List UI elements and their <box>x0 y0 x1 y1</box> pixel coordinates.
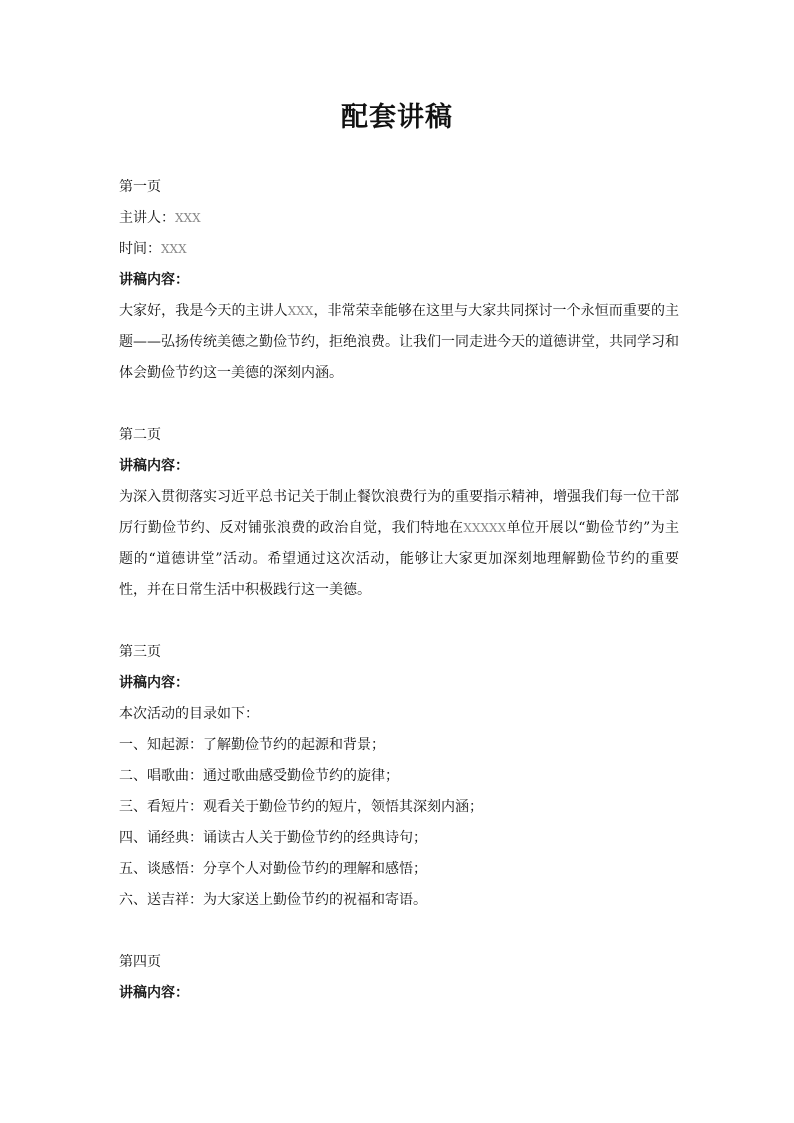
section-page-2 <box>119 420 679 606</box>
section-heading: 第四页 <box>119 954 161 970</box>
speaker-label: 主讲人： <box>119 210 175 226</box>
agenda-item: 四、诵经典：诵读古人关于勤俭节约的经典诗句； <box>119 830 427 846</box>
paragraph-mask: XXX <box>287 304 314 318</box>
time-value: XXX <box>161 242 187 256</box>
section-heading: 第一页 <box>119 179 161 195</box>
section-heading: 第二页 <box>119 427 161 443</box>
agenda-item: 五、谈感悟：分享个人对勤俭节约的理解和感悟； <box>119 861 427 877</box>
agenda-item: 六、送吉祥：为大家送上勤俭节约的祝福和寄语。 <box>119 892 427 908</box>
section-spacer <box>119 606 679 637</box>
section-spacer <box>119 916 679 947</box>
speaker-line <box>119 203 679 234</box>
time-label: 时间： <box>119 241 161 257</box>
content-label: 讲稿内容： <box>119 675 189 691</box>
paragraph-text-before: 为深入贯彻落实习近平总书记关于制止餐饮浪费行为的重要指示精神，增强我们每一位干部厉行勤俭节约、反对铺张浪费的政治自觉，我们特地在 <box>119 489 679 536</box>
agenda-intro: 本次活动的目录如下： <box>119 706 259 722</box>
section-paragraph <box>119 482 679 606</box>
agenda-item: 三、看短片：观看关于勤俭节约的短片，领悟其深刻内涵； <box>119 799 483 815</box>
section-paragraph <box>119 296 679 389</box>
agenda-item: 一、知起源：了解勤俭节约的起源和背景； <box>119 737 385 753</box>
section-page-3 <box>119 637 679 916</box>
section-page-1 <box>119 172 679 389</box>
paragraph-text-before: 大家好，我是今天的主讲人 <box>119 303 288 319</box>
paragraph-text-after: 单位开展以“勤俭节约”为主题的“道德讲堂”活动。希望通过这次活动，能够让大家更加深刻地理解勤俭节约的重要性，并在日常生活中积极践行这一美德。 <box>119 520 679 598</box>
content-label: 讲稿内容： <box>119 985 189 1001</box>
time-line <box>119 234 679 265</box>
speaker-value: XXX <box>175 211 201 225</box>
document-body <box>119 172 679 1009</box>
paragraph-text-after: ，非常荣幸能够在这里与大家共同探讨一个永恒而重要的主题——弘扬传统美德之勤俭节约，拒绝浪费。让我们一同走进今天的道德讲堂，共同学习和体会勤俭节约这一美德的深刻内涵。 <box>119 303 680 381</box>
content-label: 讲稿内容： <box>119 458 189 474</box>
document-title: 配套讲稿 <box>341 102 453 133</box>
agenda-item: 二、唱歌曲：通过歌曲感受勤俭节约的旋律； <box>119 768 399 784</box>
section-heading: 第三页 <box>119 644 161 660</box>
section-page-4 <box>119 947 679 1009</box>
section-spacer <box>119 389 679 420</box>
content-label: 讲稿内容： <box>119 272 189 288</box>
paragraph-mask: XXXXX <box>463 521 507 535</box>
